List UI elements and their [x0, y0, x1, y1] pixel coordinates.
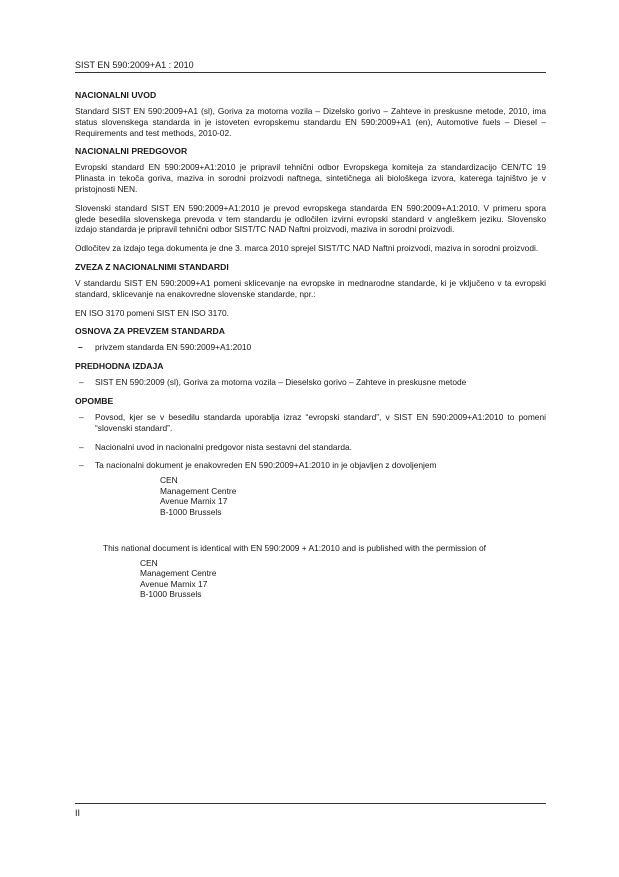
document-body: [75, 90, 546, 607]
paragraph: Standard SIST EN 590:2009+A1 (sl), Goriva za motorna vozila – Dizelsko gorivo – Zahteve in preskusne metode, 2010, ima status slovenskega standarda in je istoveten evropskemu standardu EN 590:2009+A1 (en), Automotive fuels – Diesel – Requirements and test methods, 2010-02.: [75, 106, 546, 138]
paragraph: Odločitev za izdajo tega dokumenta je dne 3. marca 2010 sprejel SIST/TC NAD Naftni proizvodi, maziva in sorodni proizvodi.: [75, 243, 539, 254]
dash-bullet: –: [79, 377, 84, 388]
dash-bullet: –: [79, 441, 84, 452]
section-title: OSNOVA ZA PREVZEM STANDARDA: [75, 326, 225, 337]
paragraph: EN ISO 3170 pomeni SIST EN ISO 3170.: [75, 307, 229, 318]
paragraph: V standardu SIST EN 590:2009+A1 pomeni sklicevanje na evropske in mednarodne standarde, ki je vključeno v ta evropski standard, sklicevanje na enakovredne slovenske standarde, npr.:: [75, 277, 546, 299]
paragraph: Slovenski standard SIST EN 590:2009+A1:2010 je prevod evropskega standarda EN 590:2009+A1:2010. V primeru spora glede besedila slovenskega prevoda v tem standardu je odločilen izvirni evropski standard v angleškem jeziku. Slovensko izdajo standarda je pripravil tehnični odbor SIST/TC NAD Naftni proizvodi, maziva in sorodni proizvodi.: [75, 202, 546, 235]
bullet-list: [75, 342, 546, 353]
section-title: NACIONALNI UVOD: [75, 90, 157, 100]
bullet-list: [75, 412, 546, 517]
section-nacionalni-uvod: [75, 90, 546, 138]
section-title: ZVEZA Z NACIONALNIMI STANDARDI: [75, 261, 229, 272]
address-block: CEN Management Centre Avenue Marnix 17 B-1000 Brussels: [140, 557, 217, 600]
list-item: – Nacionalni uvod in nacionalni predgovor nista sestavni del standarda.: [79, 441, 352, 452]
section-title: NACIONALNI PREDGOVOR: [75, 146, 188, 157]
list-item: – privzem standarda EN 590:2009+A1:2010: [78, 342, 252, 353]
section-title: PREDHODNA IZDAJA: [75, 361, 164, 372]
list-item: – Povsod, kjer se v besedilu standarda uporablja izraz “evropski standard”, v SIST EN 590:2009+A1:2010 to pomeni “slovenski standard”.: [79, 411, 546, 433]
dash-bullet: –: [79, 411, 84, 422]
address-block: CEN Management Centre Avenue Marnix 17 B-1000 Brussels: [160, 475, 237, 517]
list-item: – Ta nacionalni dokument je enakovreden EN 590:2009+A1:2010 in je objavljen z dovoljenjem CEN Management Centre Avenue Marnix 17 B-1000 Brussels: [75, 460, 546, 517]
section-zveza: [75, 262, 546, 318]
section-osnova: [75, 326, 546, 353]
paragraph: Evropski standard EN 590:2009+A1:2010 je pripravil tehnični odbor Evropskega komiteja za standardizacijo CEN/TC 19 Plinasta in tekoča goriva, maziva in sorodni proizvodi naftnega, sintetičnega ali biološkega izvora, katerega tajništvo je v pristojnosti NEN.: [75, 162, 546, 194]
section-opombe: [75, 396, 546, 600]
section-title: OPOMBE: [75, 395, 114, 406]
page-header: SIST EN 590:2009+A1 : 2010: [75, 60, 194, 70]
bullet-list: [75, 377, 546, 388]
footer-rule: [75, 803, 546, 804]
section-nacionalni-predgovor: [75, 146, 546, 254]
list-item: – SIST EN 590:2009 (sl), Goriva za motorna vozila – Dieselsko gorivo – Zahteve in preskusne metode: [79, 377, 467, 388]
header-rule: [75, 72, 546, 73]
english-note: This national document is identical with EN 590:2009 + A1:2010 and is published with the permission of: [103, 543, 486, 554]
dash-bullet: –: [78, 342, 83, 353]
dash-bullet: –: [79, 460, 84, 471]
section-predhodna: [75, 361, 546, 388]
page-number: II: [75, 808, 81, 818]
